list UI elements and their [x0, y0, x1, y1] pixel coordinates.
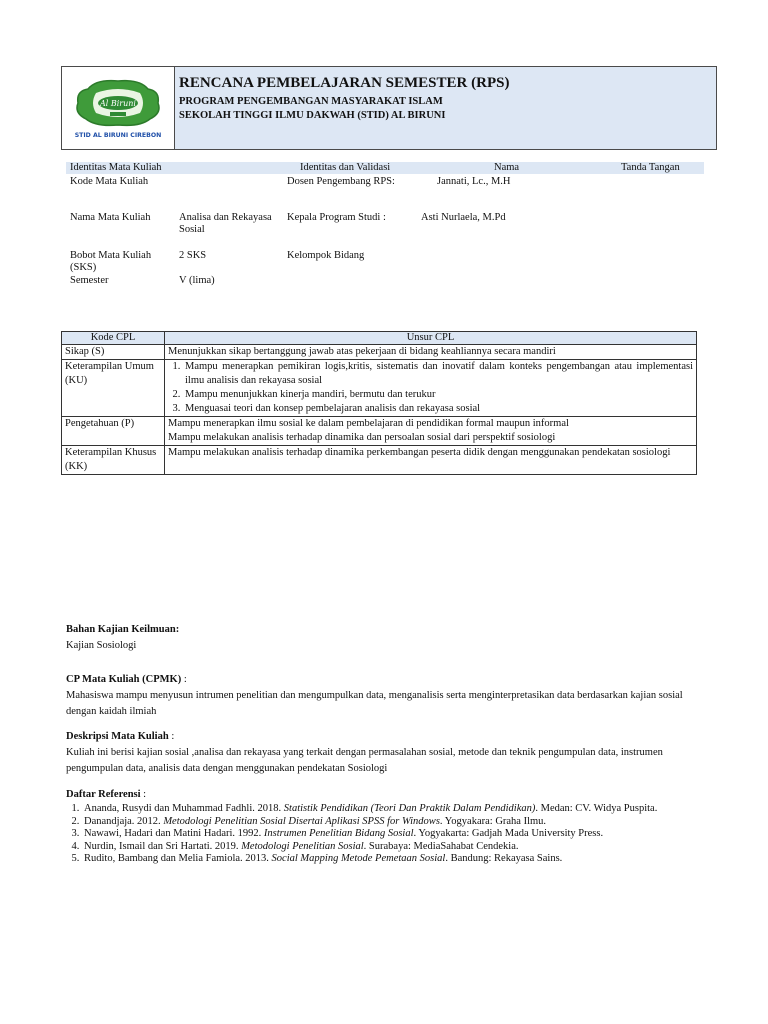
dosen-label: Dosen Pengembang RPS: — [287, 176, 395, 187]
sikap-label: Sikap (S) — [62, 345, 165, 360]
bahan-heading: Bahan Kajian Keilmuan: — [66, 624, 180, 635]
deskripsi-text: Kuliah ini berisi kajian sosial ,analisa dan rekayasa yang terkait dengan permasalahan sosial, metode dan teknik pengumpulan data, instrumen pengumpulan data, analisis data dengan menggunakan pendekatan Sosiologi — [66, 747, 663, 774]
table-row — [62, 360, 697, 417]
semester-label: Semester — [70, 275, 109, 286]
col-nama: Nama — [494, 162, 520, 173]
referensi-colon: : — [140, 789, 147, 800]
semester-value: V (lima) — [179, 275, 215, 286]
cpmk-heading-line — [66, 672, 706, 688]
head-kode-cpl: Kode CPL — [62, 332, 165, 345]
reference-item: 4. Nurdin, Ismail dan Sri Hartati. 2019. Metodologi Penelitian Sosial. Surabaya: MediaSahabat Cendekia. — [82, 841, 706, 854]
reference-item: 3. Nawawi, Hadari dan Matini Hadari. 1992. Instrumen Penelitian Bidang Sosial. Yogyakarta: Gadjah Mada University Press. — [82, 828, 706, 841]
reference-item: 2. Danandjaja. 2012. Metodologi Penelitian Sosial Disertai Aplikasi SPSS for Windows. Yogyakara: Graha Ilmu. — [82, 816, 706, 829]
deskripsi-heading: Deskripsi Mata Kuliah — [66, 731, 169, 742]
cpmk-heading: CP Mata Kuliah (CPMK) — [66, 674, 182, 685]
institution-logo — [62, 67, 175, 149]
school-name: SEKOLAH TINGGI ILMU DAKWAH (STID) AL BIRUNI — [179, 110, 446, 121]
ku-list — [168, 360, 693, 416]
page-title: RENCANA PEMBELAJARAN SEMESTER (RPS) — [179, 75, 510, 91]
reference-item: 1. Ananda, Rusydi dan Muhammad Fadhli. 2018. Statistik Pendidikan (Teori Dan Praktik Dalam Pendidikan). Medan: CV. Widya Puspita. — [82, 803, 706, 816]
svg-text:STID AL BIRUNI CIREBON: STID AL BIRUNI CIREBON — [74, 132, 162, 139]
bahan-kajian-section — [66, 622, 706, 654]
kaprodi-name: Asti Nurlaela, M.Pd — [421, 212, 506, 223]
reference-item: 5. Rudito, Bambang dan Melia Famiola. 2013. Social Mapping Metode Pemetaan Sosial. Bandung: Rekayasa Sains. — [82, 853, 706, 866]
ku-label: Keterampilan Umum (KU) — [62, 360, 165, 417]
nama-value-line2: Sosial — [179, 224, 205, 235]
col-tanda-tangan: Tanda Tangan — [621, 162, 680, 173]
cpmk-text: Mahasiswa mampu menyusun intrumen penelitian dan mengumpulkan data, menganalisis serta menginterpretasikan data berdasarkan kajian sosial dengan kaidah ilmiah — [66, 690, 683, 717]
table-header-row — [62, 332, 697, 345]
cpmk-colon: : — [181, 674, 187, 685]
sikap-text: Menunjukkan sikap bertanggung jawab atas pekerjaan di bidang keahliannya secara mandiri — [165, 345, 697, 360]
list-item: 2. Mampu menunjukkan kinerja mandiri, bermutu dan terukur — [183, 388, 693, 402]
p-label: Pengetahuan (P) — [62, 417, 165, 446]
referensi-heading: Daftar Referensi — [66, 789, 141, 800]
deskripsi-colon: : — [168, 731, 175, 742]
table-row — [62, 446, 697, 475]
table-row — [62, 417, 697, 446]
kode-label: Kode Mata Kuliah — [70, 176, 149, 187]
bobot-label-line1: Bobot Mata Kuliah — [70, 250, 152, 261]
nama-label: Nama Mata Kuliah — [70, 212, 151, 223]
program-name: PROGRAM PENGEMBANGAN MASYARAKAT ISLAM — [179, 96, 443, 107]
ku-list-cell — [165, 360, 697, 417]
table-row — [62, 345, 697, 360]
deskripsi-section — [66, 729, 706, 777]
svg-text:Al Biruni: Al Biruni — [99, 99, 137, 108]
nama-value-line1: Analisa dan Rekayasa — [179, 212, 272, 223]
header-text — [175, 67, 716, 149]
kelompok-label: Kelompok Bidang — [287, 250, 365, 261]
cpl-table — [61, 331, 697, 475]
p-text-1: Mampu menerapkan ilmu sosial ke dalam pembelajaran di pendidikan formal maupun informal — [168, 418, 569, 429]
col-validasi: Identitas dan Validasi — [300, 162, 391, 173]
head-unsur-cpl: Unsur CPL — [165, 332, 697, 345]
referensi-section — [66, 787, 706, 866]
kk-label: Keterampilan Khusus (KK) — [62, 446, 165, 475]
referensi-heading-line — [66, 787, 706, 803]
identity-header-row — [66, 162, 704, 174]
col-identitas: Identitas Mata Kuliah — [70, 162, 162, 173]
list-item: 1. Mampu menerapkan pemikiran logis,kritis, sistematis dan inovatif dalam konteks pengembangan atau implementasi ilmu analisis dan rekayasa sosial — [183, 360, 693, 388]
p-cell — [165, 417, 697, 446]
bobot-label-line2: (SKS) — [70, 262, 97, 273]
reference-list — [66, 803, 706, 866]
bahan-text: Kajian Sosiologi — [66, 640, 137, 651]
dosen-name: Jannati, Lc., M.H — [437, 176, 511, 187]
list-item: 3. Menguasai teori dan konsep pembelajaran analisis dan rekayasa sosial — [183, 402, 693, 416]
kaprodi-label: Kepala Program Studi : — [287, 212, 386, 223]
bobot-value: 2 SKS — [179, 250, 207, 261]
cpmk-section — [66, 672, 706, 720]
deskripsi-heading-line — [66, 729, 706, 745]
p-text-2: Mampu melakukan analisis terhadap dinamika dan persoalan sosial dari perspektif sosiologi — [168, 432, 556, 443]
kk-text: Mampu melakukan analisis terhadap dinamika perkembangan peserta didik dengan menggunakan pendekatan sosiologi — [165, 446, 697, 475]
logo-emblem-icon — [66, 75, 170, 141]
rps-header — [61, 66, 717, 150]
